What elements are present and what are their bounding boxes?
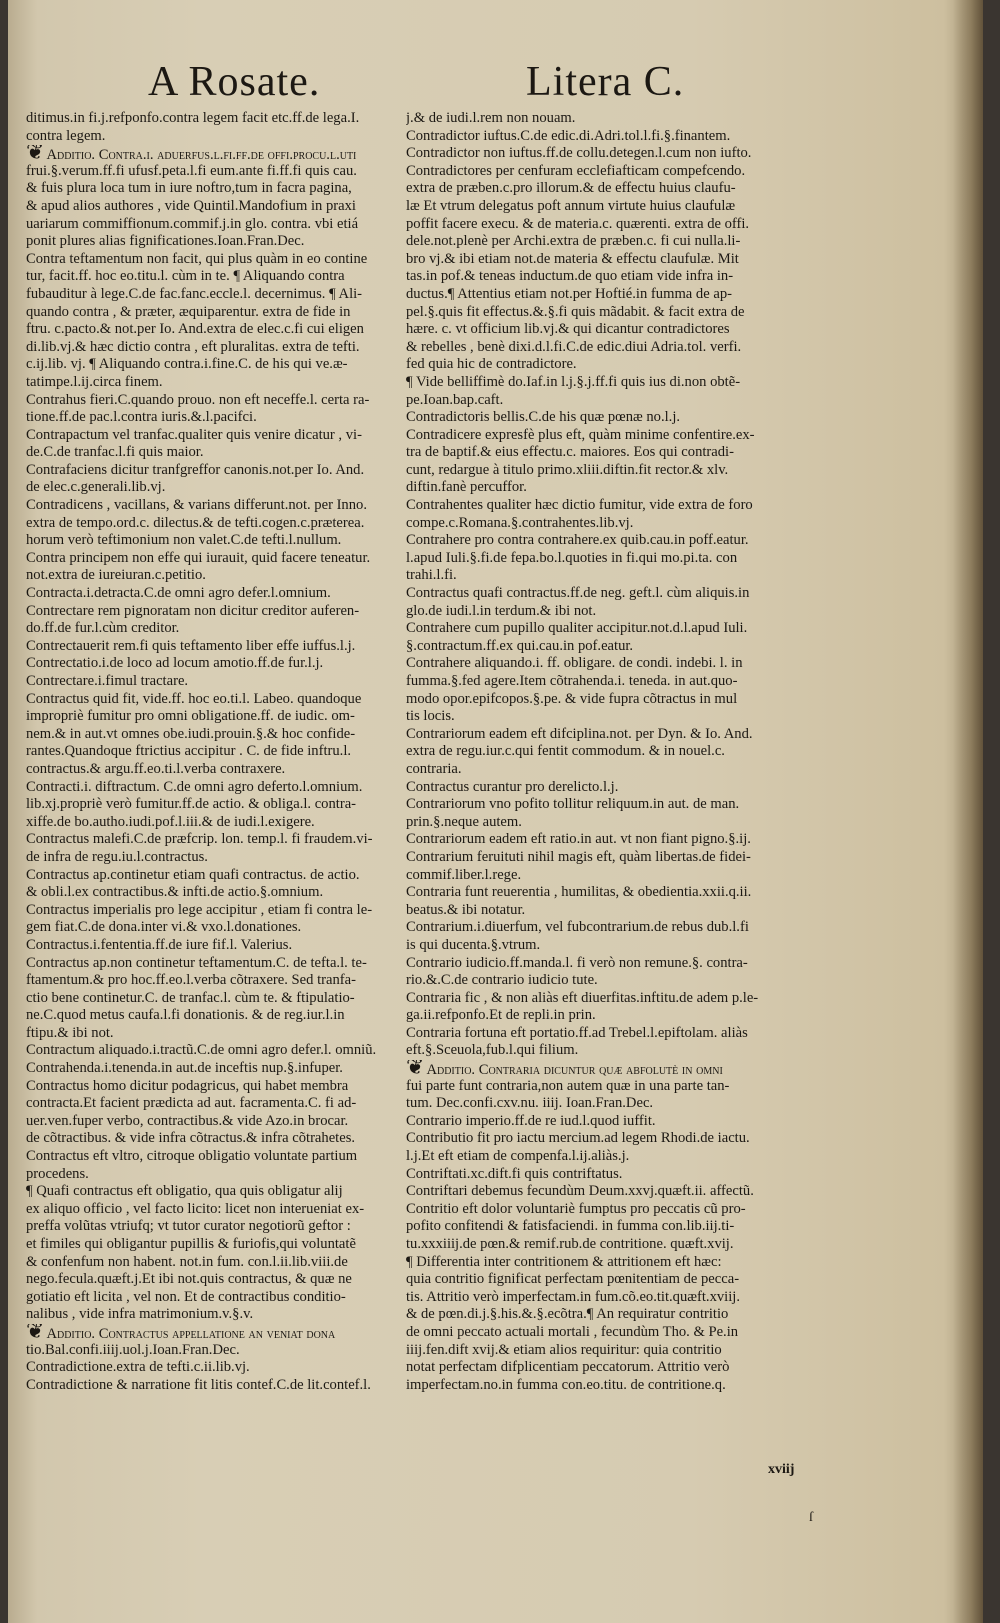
text-line: & apud alios authores , vide Quintil.Mandofium in praxi <box>26 197 356 214</box>
text-line: ponit plures alias fignificationes.Ioan.Fran.Dec. <box>26 233 305 250</box>
text-line: de.C.de tranfac.l.fi quis maior. <box>26 444 204 461</box>
text-line: ¶ Differentia inter contritionem & attritionem eft hæc: <box>406 1253 722 1270</box>
text-line: pe.Ioan.bap.caft. <box>406 391 504 408</box>
text-line: de elec.c.generali.lib.vj. <box>26 479 166 496</box>
text-line: Contriftari debemus fecundùm Deum.xxvj.quæft.ii. affectũ. <box>406 1183 754 1200</box>
text-line: ❦ Additio. Contraria dicuntur quæ abfolutè in omni <box>406 1060 831 1078</box>
text-line: & de pœn.di.j.§.his.&.§.ecõtra.¶ An requiratur contritio <box>406 1306 729 1323</box>
text-line: Contrahere aliquando.i. ff. obligare. de condi. indebi. l. in <box>406 655 743 672</box>
text-line: Contrahus fieri.C.quando prouo. non eft neceffe.l. certa ra- <box>26 391 370 408</box>
text-line: Contrectare rem pignoratam non dicitur creditor auferen- <box>26 602 360 619</box>
text-line: Contradictione.extra de tefti.c.ii.lib.vj. <box>26 1359 250 1376</box>
text-line: notat perfectam difplicentiam peccatorum. Attritio verò <box>406 1359 730 1376</box>
text-line: Contradicens , vacillans, & varians differunt.not. per Inno. <box>26 497 367 514</box>
text-line: gem fiat.C.de dona.inter vi.& vxo.l.donationes. <box>26 919 302 936</box>
text-line: Contrarium feruituti nihil magis eft, quàm libertas.de fidei- <box>406 848 751 865</box>
text-line: Contracti.i. diftractum. C.de omni agro deferto.l.omnium. <box>26 778 363 795</box>
text-line: ¶ Vide belliffimè do.Iaf.in l.j.§.j.ff.fi quis ius di.non obtẽ- <box>406 373 741 390</box>
text-line: Contractus eft vltro, citroque obligatio voluntate partium <box>26 1148 358 1165</box>
text-line: ditimus.in fi.j.refponfo.contra legem facit etc.ff.de lega.I. <box>26 110 360 126</box>
text-line: rio.&.C.de contrario iudicio tute. <box>406 972 598 989</box>
text-line: iiij.fen.dift xvij.& etiam alios requiritur: quia contritio <box>406 1341 722 1358</box>
text-line: di.lib.vj.& hæc dictio contra , eft pluralitas. extra de tefti. <box>26 338 360 355</box>
text-line: ftipu.& ibi not. <box>26 1024 114 1041</box>
text-line: uariarum commiffionum.commif.j.in glo. contra. vbi etiá <box>26 215 359 232</box>
text-line: & obli.l.ex contractibus.& infti.de actio.§.omnium. <box>26 884 324 901</box>
text-line: fumma.§.fed agere.Item cõtrahenda.i. teneda. in aut.quo- <box>406 673 738 689</box>
text-line: diftin.fanè percuffor. <box>406 479 527 496</box>
text-line: ❦ Additio. Contra.i. aduerfus.l.fi.ff.de offi.procu.l.uti <box>26 145 396 163</box>
text-line: l.j.Et eft etiam de compenfa.l.ij.aliàs.j. <box>406 1148 630 1165</box>
text-line: Contractus.i.fententia.ff.de iure fif.l. Valerius. <box>26 936 293 953</box>
text-line: ga.ii.refponfo.Et de repli.in prin. <box>406 1007 596 1024</box>
text-line: tur, facit.ff. hoc eo.titu.l. cùm in te. ¶ Aliquando contra <box>26 268 345 285</box>
text-line: extra de regu.iur.c.qui fentit commodum. & in nouel.c. <box>406 743 725 760</box>
folio-number: xviij <box>768 1462 795 1477</box>
text-line: Contradictor iuftus.C.de edic.di.Adri.tol.l.fi.§.finantem. <box>406 127 731 144</box>
book-spine-shadow <box>953 0 983 1623</box>
text-line: tas.in pof.& teneas inductum.de quo etiam vide infra in- <box>406 268 734 285</box>
text-line: Contraria fic , & non aliàs eft diuerfitas.inftitu.de adem p.le- <box>406 989 759 1006</box>
text-line: fubauditur à lege.C.de fac.fanc.eccle.l. decernimus. ¶ Ali- <box>26 285 363 302</box>
text-line: horum verò teftimonium non valet.C.de tefti.l.nullum. <box>26 532 342 549</box>
text-line: Contrectauerit rem.fi quis teftamento liber effe iuffus.l.j. <box>26 637 356 654</box>
text-line: tra de baptif.& eius effectu.c. maiores. Eos qui contradi- <box>406 444 734 461</box>
text-line: et fimiles qui obligantur pupillis & furiofis,qui voluntatẽ <box>26 1236 356 1252</box>
text-line: Contra principem non effe qui iurauit, quid facere teneatur. <box>26 549 371 566</box>
text-line: is qui ducenta.§.vtrum. <box>406 936 541 953</box>
text-line: Contraria fortuna eft portatio.ff.ad Trebel.l.epiftolam. aliàs <box>406 1024 748 1041</box>
text-line: dele.not.plenè per Archi.extra de præben.c. fi cui nulla.li- <box>406 233 741 250</box>
running-header-right: Litera C. <box>526 59 685 105</box>
text-line: do.ff.de fur.l.cùm creditor. <box>26 620 180 637</box>
text-line: impropriè fumitur pro omni obligatione.ff. de iudic. om- <box>26 708 355 725</box>
text-line: pofito confitendi & fatisfaciendi. in fumma con.lib.iij.ti- <box>406 1218 735 1235</box>
text-line: eft.§.Sceuola,fub.l.qui filium. <box>406 1042 579 1059</box>
text-line: frui.§.verum.ff.fi ufusf.peta.l.fi eum.ante fi.ff.fi quis cau. <box>26 162 357 179</box>
text-line: gotiatio eft licita , vel non. Et de contractibus conditio- <box>26 1288 346 1305</box>
text-line: ex aliquo officio , vel facto licito: licet non interueniat ex- <box>26 1200 365 1217</box>
text-line: nego.fecula.quæft.j.Et ibi not.quis contractus, & quæ ne <box>26 1271 352 1288</box>
text-line: Contrapactum vel tranfac.qualiter quis venire dicatur , vi- <box>26 426 362 443</box>
text-line: Contrafaciens dicitur tranfgreffor canonis.not.per Io. And. <box>26 461 365 478</box>
text-line: Contrectatio.i.de loco ad locum amotio.ff.de fur.l.j. <box>26 655 324 672</box>
text-line: nalibus , vide infra matrimonium.v.§.v. <box>26 1306 254 1323</box>
text-line: Contributio fit pro iactu mercium.ad legem Rhodi.de iactu. <box>406 1130 750 1147</box>
text-line: tu.xxxiiij.de pœn.& remif.rub.de contritione. quæft.xvij. <box>406 1236 734 1252</box>
text-line: nem.& in aut.vt omnes obe.iudi.prouin.§.& hoc confide- <box>26 725 356 742</box>
text-line: de omni peccato actuali mortali , fecundùm Tho. & Pe.in <box>406 1323 739 1340</box>
text-line: Contrahenda.i.tenenda.in aut.de inceftis nup.§.infuper. <box>26 1060 343 1077</box>
text-line: xiffe.de bo.autho.iudi.pof.l.iii.& de iudi.l.exigere. <box>26 813 315 830</box>
text-line: Contrario imperio.ff.de re iud.l.quod iuffit. <box>406 1112 656 1129</box>
text-line: ductus.¶ Attentius etiam not.per Hoftié.in fumma de ap- <box>406 285 732 302</box>
text-line: tione.ff.de pac.l.contra iuris.&.l.pacifci. <box>26 409 257 426</box>
text-line: ftru. c.pacto.& not.per Io. And.extra de elec.c.fi cui eligen <box>26 321 364 338</box>
text-line: imperfectam.no.in fumma con.eo.titu. de contritione.q. <box>406 1376 726 1393</box>
text-line: quia contritio fignificat perfectam pœnitentiam de pecca- <box>406 1271 740 1288</box>
running-header-left: A Rosate. <box>148 59 321 105</box>
text-line: ❦ Additio. Contractus appellatione an veniat dona <box>26 1324 396 1342</box>
ink-speck: ſ <box>809 1510 813 1525</box>
text-line: Contractum aliquado.i.tractũ.C.de omni agro defer.l. omniũ. <box>26 1042 377 1059</box>
text-line: ¶ Quafi contractus eft obligatio, qua quis obligatur alij <box>26 1183 343 1200</box>
text-line: Contradictores per cenfuram ecclefiafticam compefcendo. <box>406 162 746 179</box>
text-line: & confenfum non habent. not.in fum. con.l.ii.lib.viii.de <box>26 1253 348 1270</box>
text-line: Contrahere pro contra contrahere.ex quib.cau.in poff.eatur. <box>406 532 749 549</box>
text-line: Contrariorum vno pofito tollitur reliquum.in aut. de man. <box>406 796 740 813</box>
text-line: bro vj.& ibi etiam not.de materia & effectu claufulæ. Mit <box>406 250 739 267</box>
text-line: fed quia hic de contradictore. <box>406 356 577 373</box>
text-line: trahi.l.fi. <box>406 567 457 584</box>
text-line: Contractus quafi contractus.ff.de neg. geft.l. cùm aliquis.in <box>406 585 750 602</box>
text-line: Contra teftamentum non facit, qui plus quàm in eo contine <box>26 250 368 267</box>
text-line: j.& de iudi.l.rem non nouam. <box>406 110 576 126</box>
text-line: Contractus imperialis pro lege accipitur , etiam fi contra le- <box>26 901 373 918</box>
text-line: Contrario iudicio.ff.manda.l. fi verò non remune.§. contra- <box>406 954 748 971</box>
text-line: Contractus ap.non continetur teftamentum.C. de tefta.l. te- <box>26 954 367 971</box>
text-line: glo.de iudi.l.in terdum.& ibi not. <box>406 602 597 619</box>
text-line: Contractus ap.continetur etiam quafi contractus. de actio. <box>26 866 360 883</box>
text-line: Contradictoris bellis.C.de his quæ pœnæ no.l.j. <box>406 409 681 426</box>
text-line: tum. Dec.confi.cxv.nu. iiij. Ioan.Fran.Dec. <box>406 1095 654 1112</box>
text-line: Contrariorum eadem eft difciplina.not. per Dyn. & Io. And. <box>406 725 753 742</box>
text-line: c.ij.lib. vj. ¶ Aliquando contra.i.fine.C. de his qui ve.æ- <box>26 356 348 373</box>
text-line: §.contractum.ff.ex qui.cau.in pof.eatur. <box>406 637 634 654</box>
text-line: ctio bene continetur.C. de tranfac.l. cùm te. & ftipulatio- <box>26 989 355 1006</box>
text-line: & fuis plura loca tum in iure noftro,tum in facra pagina, <box>26 180 352 197</box>
book-page <box>8 0 983 1623</box>
text-line: contractus.& argu.ff.eo.ti.l.verba contraxere. <box>26 760 286 777</box>
text-line: Contradictor non iuftus.ff.de collu.detegen.l.cum non iufto. <box>406 145 752 162</box>
text-line: extra de præben.c.pro illorum.& de effectu huius claufu- <box>406 180 736 197</box>
text-line: rantes.Quandoque ftrictius accipitur . C. de fide inftru.l. <box>26 743 352 760</box>
text-line: Contrectare.i.fimul tractare. <box>26 673 189 689</box>
text-line: poffit facere execu. & de materia.c. quærenti. extra de offi. <box>406 215 750 232</box>
text-line: procedens. <box>26 1165 89 1182</box>
text-line: not.extra de iureiuran.c.petitio. <box>26 567 206 584</box>
text-line: & rebelles , benè dixi.d.l.fi.C.de edic.diui Adria.tol. verfi. <box>406 338 742 355</box>
text-line: de infra de regu.iu.l.contractus. <box>26 848 208 865</box>
text-line: ne.C.quod metus caufa.l.fi donationis. & de reg.iur.l.in <box>26 1007 345 1024</box>
text-line: contracta.Et facient prædicta ad aut. facramenta.C. fi ad- <box>26 1095 357 1112</box>
text-line: lib.xj.propriè verò fumitur.ff.de actio. & obliga.l. contra- <box>26 796 357 813</box>
text-line: Contraria funt reuerentia , humilitas, & obedientia.xxii.q.ii. <box>406 884 752 901</box>
text-line: tatimpe.l.ij.circa finem. <box>26 373 163 390</box>
text-line: extra de tempo.ord.c. dilectus.& de tefti.cogen.c.præterea. <box>26 514 365 531</box>
text-line: commif.liber.l.rege. <box>406 866 522 883</box>
text-line: Contrariorum eadem eft ratio.in aut. vt non fiant pigno.§.ij. <box>406 831 751 848</box>
text-line: modo opor.epifcopos.§.pe. & vide fupra cõtractus in mul <box>406 690 738 707</box>
text-line: Contrahere cum pupillo qualiter accipitur.not.d.l.apud Iuli. <box>406 620 748 637</box>
text-line: uer.ven.fuper verbo, contractibus.& vide Azo.in brocar. <box>26 1112 349 1129</box>
text-line: Contractus quid fit, vide.ff. hoc eo.ti.l. Labeo. quandoque <box>26 690 362 707</box>
text-line: l.apud Iuli.§.fi.de fepa.bo.l.quoties in fi.qui mo.pi.ta. con <box>406 549 738 566</box>
text-line: Contracta.i.detracta.C.de omni agro defer.l.omnium. <box>26 585 331 602</box>
text-line: tis. Attritio verò imperfectam.in fum.cõ.eo.tit.quæft.xviij. <box>406 1288 740 1305</box>
text-line: Contriftati.xc.dift.fi quis contriftatus. <box>406 1165 623 1182</box>
text-line: cunt, redargue à titulo primo.xliii.diftin.fit rector.& xlv. <box>406 461 729 478</box>
text-line: prin.§.neque autem. <box>406 813 522 830</box>
text-line: Contradicere expresfè plus eft, quàm minime confentire.ex- <box>406 426 755 443</box>
text-line: tis locis. <box>406 708 455 725</box>
text-line: Contritio eft dolor voluntariè fumptus pro peccatis cũ pro- <box>406 1200 746 1217</box>
text-line: ftamentum.& pro hoc.ff.eo.l.verba cõtraxere. Sed tranfa- <box>26 972 356 989</box>
text-line: pel.§.quis fit effectus.&.§.fi quis mãdabit. & facit extra de <box>406 303 745 320</box>
text-line: Contrahentes qualiter hæc dictio fumitur, vide extra de foro <box>406 497 753 514</box>
right-column <box>406 110 831 1394</box>
text-line: læ Et vtrum delegatus poft annum virtute huius claufulæ <box>406 197 736 214</box>
text-line: quando contra , & præter, æquiparentur. extra de fide in <box>26 303 351 320</box>
text-line: Contrarium.i.diuerfum, vel fubcontrarium.de rebus dub.l.fi <box>406 919 749 936</box>
text-line: beatus.& ibi notatur. <box>406 901 526 918</box>
left-column <box>26 110 396 1394</box>
text-line: contraria. <box>406 760 462 777</box>
text-line: fui parte funt contraria,non autem quæ in una parte tan- <box>406 1077 730 1094</box>
text-line: Contractus homo dicitur podagricus, qui habet membra <box>26 1077 349 1094</box>
text-line: hære. c. vt officium lib.vj.& qui dicantur contradictores <box>406 321 730 338</box>
text-line: contra legem. <box>26 127 106 144</box>
text-line: Contractus curantur pro derelicto.l.j. <box>406 778 619 795</box>
text-line: tio.Bal.confi.iiij.uol.j.Ioan.Fran.Dec. <box>26 1341 240 1358</box>
text-line: compe.c.Romana.§.contrahentes.lib.vj. <box>406 514 634 531</box>
text-line: de cõtractibus. & vide infra cõtractus.& infra cõtrahetes. <box>26 1130 356 1147</box>
text-line: Contractus malefi.C.de præfcrip. lon. temp.l. fi fraudem.vi- <box>26 831 373 848</box>
text-line: preffa volũtas vtriufq; vt tutor curator negotiorũ geftor : <box>26 1218 351 1235</box>
text-line: Contradictione & narratione fit litis contef.C.de lit.contef.l. <box>26 1376 371 1393</box>
